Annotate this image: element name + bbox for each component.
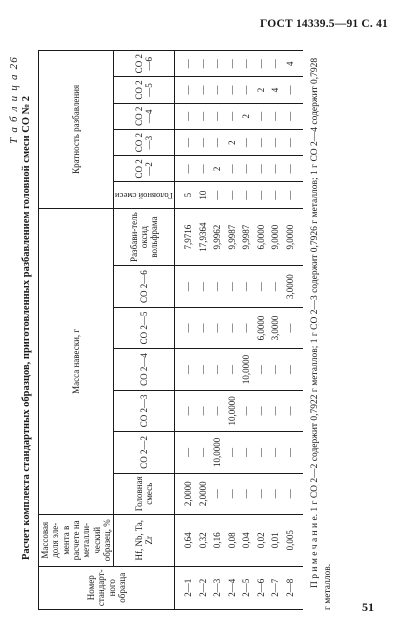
cell-co23: — (196, 390, 211, 431)
cell-co23: — (283, 390, 304, 431)
header-co-2-5: СО 2—5 (114, 307, 175, 348)
cell-co26: — (225, 266, 240, 307)
header-ratio-2-3: СО 2—3 (114, 129, 175, 155)
cell-head: — (210, 473, 225, 514)
header-ratio-2-2: СО 2—2 (114, 156, 175, 182)
cell-co22: — (175, 432, 196, 473)
cell-co25: — (196, 307, 211, 348)
cell-head: — (283, 473, 304, 514)
cell-co25: — (239, 307, 254, 348)
table-note: П р и м е ч а н и е. 1 г СО 2—2 содержит 0,7922 г металлов; 1 г СО 2—3 содержит 0,7926 г металлов; 1 г СО 2—4 содержит 0,7928 г металлов. (310, 57, 333, 610)
cell-ratio: 5 (175, 182, 196, 208)
cell-co22: — (268, 432, 283, 473)
cell-r25: 4 (268, 77, 283, 103)
cell-co25: — (225, 307, 240, 348)
cell-co26: — (196, 266, 211, 307)
cell-co24: — (268, 349, 283, 390)
cell-co25: — (210, 307, 225, 348)
cell-r25: 2 (254, 77, 269, 103)
cell-head: — (225, 473, 240, 514)
cell-r24: — (175, 103, 196, 129)
cell-diluent: 9,0000 (283, 208, 304, 266)
cell-r22: — (175, 156, 196, 182)
cell-r26: — (210, 51, 225, 77)
cell-co24: — (210, 349, 225, 390)
cell-r24: — (196, 103, 211, 129)
cell-r22: — (196, 156, 211, 182)
cell-co23: — (239, 390, 254, 431)
cell-sample: 2—5 (239, 566, 254, 609)
cell-co26: — (239, 266, 254, 307)
header-ratio-head-mix (114, 182, 175, 208)
header-co-2-3: СО 2—3 (114, 390, 175, 431)
cell-ratio: — (283, 182, 304, 208)
cell-head: — (268, 473, 283, 514)
cell-r26: — (225, 51, 240, 77)
cell-co22: — (283, 432, 304, 473)
cell-r26: 4 (283, 51, 304, 77)
cell-ratio: — (268, 182, 283, 208)
cell-sample: 2—2 (196, 566, 211, 609)
cell-r23: — (175, 129, 196, 155)
cell-diluent: 9,9962 (210, 208, 225, 266)
cell-co24: 10,0000 (239, 349, 254, 390)
cell-r22: — (239, 156, 254, 182)
cell-head: — (254, 473, 269, 514)
cell-co24: — (254, 349, 269, 390)
header-ratio-head-mix-text: Головной смеси (115, 191, 174, 202)
cell-head: 2,0000 (175, 473, 196, 514)
table-row (196, 51, 211, 610)
cell-r22: — (283, 156, 304, 182)
cell-co22: — (239, 432, 254, 473)
cell-co24: — (175, 349, 196, 390)
cell-co25: 3,0000 (268, 307, 283, 348)
cell-co24: — (225, 349, 240, 390)
header-head-mix: Головная смесь (114, 473, 175, 514)
cell-ratio: — (210, 182, 225, 208)
cell-r24: — (254, 103, 269, 129)
cell-r26: — (254, 51, 269, 77)
cell-head: — (239, 473, 254, 514)
page-header: ГОСТ 14339.5—91 С. 41 (260, 18, 388, 30)
cell-ratio: — (225, 182, 240, 208)
cell-r22: — (254, 156, 269, 182)
cell-r24: 2 (239, 103, 254, 129)
table-row (175, 51, 196, 610)
cell-r25: — (225, 77, 240, 103)
cell-co23: 10,0000 (225, 390, 240, 431)
cell-co24: — (196, 349, 211, 390)
cell-ratio: — (239, 182, 254, 208)
cell-fraction: 0,32 (196, 515, 211, 567)
header-co-2-4: СО 2—4 (114, 349, 175, 390)
table-title: Расчет комплекта стандартных образцов, приготовленных разбавлением головной смеси СО № 2 (21, 95, 32, 561)
cell-co25: — (175, 307, 196, 348)
cell-r23: — (196, 129, 211, 155)
cell-r26: — (239, 51, 254, 77)
cell-co23: — (175, 390, 196, 431)
cell-r24: — (283, 103, 304, 129)
cell-co23: — (210, 390, 225, 431)
table-row (239, 51, 254, 610)
table-row (225, 51, 240, 610)
cell-sample: 2—4 (225, 566, 240, 609)
cell-r22: — (225, 156, 240, 182)
cell-co22: — (254, 432, 269, 473)
cell-fraction: 0,01 (268, 515, 283, 567)
cell-co24: — (283, 349, 304, 390)
cell-fraction: 0,04 (239, 515, 254, 567)
cell-sample: 2—1 (175, 566, 196, 609)
cell-ratio: 10 (196, 182, 211, 208)
cell-diluent: 9,9987 (239, 208, 254, 266)
cell-co22: 10,0000 (210, 432, 225, 473)
header-sample: Номер стандарт-ного образца (39, 566, 175, 609)
header-co-2-6: СО 2—6 (114, 266, 175, 307)
header-ratio-2-4: СО 2—4 (114, 103, 175, 129)
cell-co26: 3,0000 (283, 266, 304, 307)
cell-co26: — (210, 266, 225, 307)
cell-r22: 2 (210, 156, 225, 182)
cell-fraction: 0,08 (225, 515, 240, 567)
cell-r25: — (196, 77, 211, 103)
cell-diluent: 7,9716 (175, 208, 196, 266)
cell-sample: 2—3 (210, 566, 225, 609)
cell-r25: — (175, 77, 196, 103)
cell-r25: — (283, 77, 304, 103)
table-row (283, 51, 304, 610)
cell-r23: — (210, 129, 225, 155)
cell-r22: — (268, 156, 283, 182)
page-number: 51 (362, 600, 374, 614)
cell-co22: — (196, 432, 211, 473)
cell-co25: — (283, 307, 304, 348)
table-row (210, 51, 225, 610)
header-mass-fraction-elements: Hf, Nb, Ta, Zr (114, 515, 175, 567)
header-diluent: Разбави-тель оксид вольфрама (114, 208, 175, 266)
cell-r26: — (175, 51, 196, 77)
cell-ratio: — (254, 182, 269, 208)
cell-r25: — (210, 77, 225, 103)
cell-sample: 2—7 (268, 566, 283, 609)
cell-co23: — (254, 390, 269, 431)
table-row (268, 51, 283, 610)
cell-diluent: 9,9987 (225, 208, 240, 266)
cell-co23: — (268, 390, 283, 431)
cell-fraction: 0,64 (175, 515, 196, 567)
table-caption (8, 50, 38, 610)
rotated-table-block (8, 50, 396, 610)
cell-co26: — (175, 266, 196, 307)
cell-r24: — (268, 103, 283, 129)
cell-r26: — (196, 51, 211, 77)
cell-diluent: 9,0000 (268, 208, 283, 266)
cell-sample: 2—8 (283, 566, 304, 609)
cell-fraction: 0,16 (210, 515, 225, 567)
cell-diluent: 17,9364 (196, 208, 211, 266)
cell-fraction: 0,02 (254, 515, 269, 567)
cell-head: 2,0000 (196, 473, 211, 514)
cell-r24: — (210, 103, 225, 129)
data-table (38, 50, 303, 610)
cell-co26: — (268, 266, 283, 307)
cell-r23: — (254, 129, 269, 155)
cell-r23: — (268, 129, 283, 155)
cell-r24: — (225, 103, 240, 129)
header-ratio-2-5: СО 2—5 (114, 77, 175, 103)
cell-fraction: 0,005 (283, 515, 304, 567)
header-co-2-2: СО 2—2 (114, 432, 175, 473)
cell-diluent: 6,0000 (254, 208, 269, 266)
cell-r23: — (283, 129, 304, 155)
cell-r26: — (268, 51, 283, 77)
cell-r23: — (239, 129, 254, 155)
table-label: Т а б л и ц а 26 (8, 56, 20, 144)
header-mass-fraction: Массовая доля эле-мента в расчете на металли-ческий образец, % (39, 515, 114, 567)
header-ratio-group: Кратность разбавления (39, 51, 114, 209)
header-mass-group: Масса навески, г (39, 208, 114, 514)
cell-co25: 6,0000 (254, 307, 269, 348)
cell-co22: — (225, 432, 240, 473)
cell-sample: 2—6 (254, 566, 269, 609)
cell-co26: — (254, 266, 269, 307)
cell-r25: — (239, 77, 254, 103)
cell-r23: 2 (225, 129, 240, 155)
table-row (254, 51, 269, 610)
header-ratio-2-6: СО 2—6 (114, 51, 175, 77)
